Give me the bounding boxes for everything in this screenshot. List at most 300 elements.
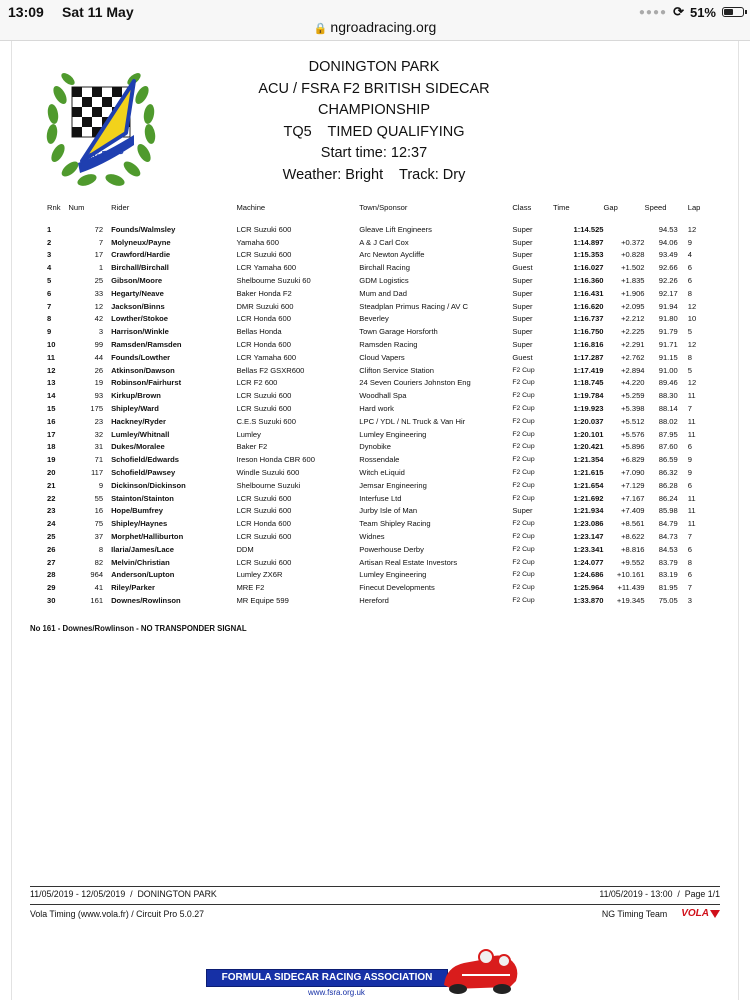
cell-class: F2 Cup: [512, 443, 535, 451]
table-row: [42, 556, 712, 569]
cell-rider: Lowther/Stokoe: [111, 314, 169, 324]
table-row: [42, 351, 712, 364]
cell-time: 1:16.620: [573, 301, 604, 311]
cell-time: 1:21.654: [573, 480, 604, 490]
table-row: [42, 223, 712, 236]
fsra-banner: [202, 941, 522, 1001]
cell-speed: 86.32: [658, 468, 678, 478]
cell-num: 3: [98, 327, 104, 337]
table-row: [42, 505, 712, 518]
cell-town-sponsor: Hereford: [359, 596, 389, 605]
cell-gap: +19.345: [616, 596, 645, 605]
cell-rider: Dickinson/Dickinson: [111, 480, 186, 490]
cell-town-sponsor: Arc Newton Aycliffe: [359, 250, 425, 260]
table-row: [42, 389, 712, 402]
cell-time: 1:33.870: [573, 596, 604, 605]
cell-lap: 9: [687, 468, 692, 478]
cell-town-sponsor: Jemsar Engineering: [359, 480, 427, 490]
col-gap: Gap: [603, 203, 618, 212]
cell-lap: 4: [687, 250, 692, 260]
date: Sat 11 May: [62, 4, 134, 20]
cell-machine: Ireson Honda CBR 600: [236, 455, 315, 465]
battery-percent: 51%: [689, 4, 716, 20]
cell-rnk: 13: [47, 378, 56, 388]
col-class: Class: [512, 203, 532, 212]
table-row: [42, 594, 712, 607]
cell-rnk: 22: [47, 493, 56, 503]
cell-time: 1:20.421: [573, 442, 604, 452]
lock-icon: 🔒: [313, 23, 328, 35]
cell-speed: 88.14: [658, 404, 678, 414]
cell-gap: +2.225: [621, 327, 645, 337]
cell-speed: 86.28: [658, 480, 678, 490]
cell-rider: Downes/Rowlinson: [111, 596, 181, 605]
footer-timing-team: NG Timing Team: [601, 908, 668, 919]
fsra-url[interactable]: www.fsra.org.uk: [308, 988, 365, 997]
cell-gap: +5.398: [621, 404, 645, 414]
cell-rider: Lumley/Whitnall: [111, 429, 170, 439]
cell-gap: [604, 223, 645, 236]
cell-lap: 12: [687, 378, 697, 388]
cell-lap: 5: [687, 365, 692, 375]
cell-class: F2 Cup: [512, 430, 535, 438]
cell-gap: +8.561: [621, 519, 645, 529]
cell-class: F2 Cup: [512, 584, 535, 592]
cell-speed: 89.46: [658, 378, 678, 388]
sidecar-icon: [440, 945, 522, 999]
cell-rnk: 29: [47, 583, 56, 593]
col-speed: Speed: [644, 203, 667, 212]
cell-machine: Yamaha 600: [236, 237, 279, 247]
cell-time: 1:24.686: [573, 570, 604, 580]
cell-time: 1:21.354: [573, 455, 604, 465]
cell-time: 1:14.525: [573, 224, 604, 234]
cell-time: 1:16.431: [573, 288, 604, 298]
cell-time: 1:23.147: [573, 532, 604, 542]
cell-time: 1:20.101: [573, 429, 604, 439]
cell-time: 1:19.784: [573, 391, 604, 401]
cell-rnk: 21: [47, 480, 56, 490]
cell-machine: LCR Suzuki 600: [236, 532, 292, 542]
cell-class: F2 Cup: [512, 597, 535, 604]
cell-town-sponsor: Dynobike: [359, 442, 391, 452]
cell-speed: 93.49: [658, 250, 678, 260]
cell-town-sponsor: Woodhall Spa: [359, 391, 407, 401]
cell-class: F2 Cup: [512, 456, 535, 464]
cell-machine: MRE F2: [236, 583, 265, 593]
cell-time: 1:23.341: [573, 544, 604, 554]
cell-rider: Founds/Walmsley: [111, 224, 176, 234]
cell-num: 161: [90, 596, 104, 605]
cell-rnk: 17: [47, 429, 56, 439]
cell-time: 1:21.934: [573, 506, 604, 516]
cell-class: Guest: [512, 263, 533, 273]
cell-rider: Robinson/Fairhurst: [111, 378, 182, 388]
cell-town-sponsor: Lumley Engineering: [359, 429, 427, 439]
cell-num: 72: [94, 224, 104, 234]
cell-class: F2 Cup: [512, 366, 535, 374]
cell-lap: 6: [687, 570, 692, 580]
cell-speed: 91.79: [658, 327, 678, 337]
cell-gap: +2.095: [621, 301, 645, 311]
cell-num: 93: [94, 391, 104, 401]
cell-time: 1:16.027: [573, 263, 604, 273]
cell-time: 1:17.419: [573, 365, 604, 375]
cell-num: 41: [94, 583, 104, 593]
cell-town-sponsor: LPC / YDL / NL Truck & Van Hir: [359, 416, 466, 426]
cell-speed: 87.95: [658, 429, 678, 439]
cell-gap: +7.090: [621, 468, 645, 478]
cell-machine: DDM: [236, 544, 254, 554]
cell-rnk: 16: [47, 416, 56, 426]
cell-class: F2 Cup: [512, 405, 535, 413]
cell-num: 964: [90, 570, 104, 580]
cell-speed: 81.95: [658, 583, 678, 593]
cell-rider: Riley/Parker: [111, 583, 155, 593]
cell-machine: Shelbourne Suzuki: [236, 480, 301, 490]
cell-rnk: 23: [47, 506, 56, 516]
cell-town-sponsor: Finecut Developments: [359, 583, 435, 593]
table-row: [42, 249, 712, 262]
cell-time: 1:14.897: [573, 237, 604, 247]
screen-rotation-lock-icon: ⟳: [673, 4, 684, 19]
cell-machine: LCR Suzuki 600: [236, 250, 292, 260]
cell-machine: LCR Honda 600: [236, 314, 291, 324]
cell-lap: 6: [687, 276, 692, 286]
cell-num: 33: [94, 288, 104, 298]
event-venue: DONINGTON PARK: [308, 59, 440, 75]
cell-lap: 6: [687, 442, 692, 452]
cell-rnk: 5: [47, 276, 52, 286]
col-time: Time: [552, 203, 570, 212]
url-text: ngroadracing.org: [330, 19, 437, 35]
vola-logo: [681, 908, 720, 919]
cell-speed: 94.53: [658, 224, 678, 234]
cell-machine: LCR Suzuki 600: [236, 404, 292, 414]
cell-num: 175: [90, 404, 104, 414]
cell-town-sponsor: GDM Logistics: [359, 276, 409, 286]
cell-town-sponsor: Ramsden Racing: [359, 340, 418, 350]
col-num: Num: [68, 203, 85, 212]
cell-time: 1:20.037: [573, 416, 604, 426]
cell-town-sponsor: Mum and Dad: [359, 288, 407, 298]
cell-rnk: 30: [47, 596, 56, 605]
cell-machine: MR Equipe 599: [236, 596, 289, 605]
cell-lap: 8: [687, 557, 692, 567]
cell-rnk: 10: [47, 340, 56, 350]
cell-class: Super: [512, 340, 533, 350]
cell-rnk: 3: [47, 250, 52, 260]
cell-machine: LCR F2 600: [236, 378, 278, 388]
cell-rnk: 25: [47, 532, 56, 542]
cell-speed: 88.02: [658, 416, 678, 426]
cell-rnk: 24: [47, 519, 56, 529]
cell-speed: 92.17: [658, 288, 678, 298]
status-bar: [0, 0, 750, 41]
footer-row-2: [30, 908, 720, 919]
cell-speed: 91.15: [658, 352, 678, 362]
event-championship: ACU / FSRA F2 BRITISH SIDECAR: [258, 80, 490, 97]
cell-class: Super: [512, 314, 533, 324]
cell-lap: 12: [687, 340, 697, 350]
cell-speed: 83.19: [658, 570, 678, 580]
cell-num: 75: [94, 519, 104, 529]
table-row: [42, 402, 712, 415]
cell-machine: Lumley ZX6R: [236, 570, 283, 580]
cell-num: 25: [94, 276, 104, 286]
table-row: [42, 261, 712, 274]
cell-gap: +8.622: [621, 532, 645, 542]
cell-rider: Anderson/Lupton: [111, 570, 175, 580]
event-championship-cont: CHAMPIONSHIP: [318, 102, 430, 118]
cell-rider: Schofield/Pawsey: [111, 468, 176, 478]
cell-rider: Kirkup/Brown: [111, 391, 161, 401]
footer-timing-team-group: [602, 908, 720, 919]
cell-rider: Jackson/Binns: [111, 301, 165, 311]
cell-class: F2 Cup: [512, 520, 535, 528]
cell-class: Super: [512, 288, 533, 298]
cell-speed: 94.06: [658, 237, 678, 247]
cell-rnk: 20: [47, 468, 56, 478]
cell-speed: 91.80: [658, 314, 678, 324]
cell-town-sponsor: Steadplan Primus Racing / AV C: [359, 301, 469, 311]
col-rider: Rider: [111, 203, 130, 212]
cell-machine: LCR Honda 600: [236, 519, 291, 529]
cell-class: Guest: [512, 352, 533, 362]
cell-time: 1:16.816: [573, 340, 604, 350]
cell-town-sponsor: Rossendale: [359, 455, 400, 465]
cell-rnk: 15: [47, 404, 56, 414]
cell-gap: +2.212: [621, 314, 645, 324]
table-row: [42, 517, 712, 530]
cell-gap: +7.129: [621, 480, 645, 490]
cell-town-sponsor: Powerhouse Derby: [359, 544, 424, 554]
table-row: [42, 581, 712, 594]
cell-speed: 75.05: [658, 596, 678, 605]
footer-divider-bottom: [30, 904, 720, 905]
col-town-sponsor: Town/Sponsor: [359, 203, 408, 212]
table-row: [42, 287, 712, 300]
cell-machine: LCR Suzuki 600: [236, 391, 292, 401]
table-header-row: [42, 203, 712, 217]
cell-num: 23: [94, 416, 104, 426]
cell-lap: 9: [687, 237, 692, 247]
cell-speed: 92.26: [658, 276, 678, 286]
cell-class: Super: [512, 276, 533, 286]
vola-triangle-icon: [710, 910, 720, 918]
table-row: [42, 338, 712, 351]
cell-rnk: 14: [47, 391, 56, 401]
table-row: [42, 466, 712, 479]
cell-rider: Shipley/Ward: [111, 404, 159, 414]
cell-num: 1: [98, 263, 104, 273]
cell-class: Super: [512, 224, 533, 234]
cell-speed: 91.00: [658, 365, 678, 375]
cell-town-sponsor: Cloud Vapers: [359, 352, 405, 362]
clock: 13:09: [8, 4, 44, 20]
cell-num: 17: [94, 250, 104, 260]
table-row: [42, 492, 712, 505]
cell-class: Super: [512, 301, 533, 311]
cell-machine: LCR Yamaha 600: [236, 263, 297, 273]
cell-rnk: 19: [47, 455, 56, 465]
cell-gap: +5.896: [621, 442, 645, 452]
cell-machine: Bellas F2 GSXR600: [236, 365, 305, 375]
cell-machine: C.E.S Suzuki 600: [236, 416, 296, 426]
cell-gap: +5.259: [621, 391, 645, 401]
cell-time: 1:15.353: [573, 250, 604, 260]
cell-lap: 3: [687, 596, 692, 605]
cell-time: 1:24.077: [573, 557, 604, 567]
cell-time: 1:21.692: [573, 493, 604, 503]
cell-rider: Harrison/Winkle: [111, 327, 169, 337]
cell-gap: +7.167: [621, 493, 645, 503]
cell-gap: +1.835: [621, 276, 645, 286]
cell-lap: 11: [687, 391, 696, 401]
cell-time: 1:23.086: [573, 519, 604, 529]
cell-class: Super: [512, 327, 533, 337]
cell-town-sponsor: 24 Seven Couriers Johnston Eng: [359, 378, 471, 388]
cell-town-sponsor: A & J Carl Cox: [359, 237, 409, 247]
status-icons: [639, 4, 744, 20]
cell-num: 42: [94, 314, 104, 324]
cell-num: 19: [94, 378, 104, 388]
cell-rnk: 18: [47, 442, 56, 452]
vola-logo-text: VOLA: [681, 908, 709, 919]
ngrrc-logo: [42, 59, 160, 195]
cell-rider: Atkinson/Dawson: [111, 365, 175, 375]
cell-gap: +5.576: [621, 429, 645, 439]
cell-gap: +0.372: [621, 237, 645, 247]
cell-rider: Morphet/Halliburton: [111, 532, 184, 542]
cell-speed: 84.73: [658, 532, 678, 542]
cell-town-sponsor: Hard work: [359, 404, 394, 414]
cell-machine: LCR Suzuki 600: [236, 224, 292, 234]
cell-rider: Hackney/Ryder: [111, 416, 166, 426]
cell-rnk: 7: [47, 301, 52, 311]
table-row: [42, 428, 712, 441]
address-bar[interactable]: [0, 19, 750, 35]
footer-divider-top: [30, 886, 720, 887]
cell-num: 32: [94, 429, 104, 439]
cell-num: 7: [98, 237, 104, 247]
event-header: [174, 57, 574, 186]
cell-machine: Lumley: [236, 429, 261, 439]
cell-class: F2 Cup: [512, 571, 535, 579]
table-row: [42, 364, 712, 377]
table-row: [42, 530, 712, 543]
col-lap: Lap: [687, 203, 701, 212]
cell-gap: +11.439: [617, 583, 645, 593]
cell-rider: Founds/Lowther: [111, 352, 171, 362]
cell-rider: Gibson/Moore: [111, 276, 163, 286]
cell-lap: 11: [687, 493, 696, 503]
table-row: [42, 441, 712, 454]
cell-gap: +2.291: [621, 340, 645, 350]
cell-class: F2 Cup: [512, 533, 535, 541]
cell-lap: 8: [687, 288, 692, 298]
signal-dots-icon: ●●●●: [638, 6, 668, 18]
battery-icon: [722, 7, 744, 17]
logo-text: N.G.R.R.C: [85, 146, 125, 161]
cell-time: 1:25.964: [573, 583, 604, 593]
col-rnk: Rnk: [47, 203, 61, 212]
cell-town-sponsor: Gleave Lift Engineers: [359, 224, 432, 234]
cell-lap: 11: [687, 519, 696, 529]
cell-machine: Windle Suzuki 600: [236, 468, 300, 478]
cell-lap: 12: [687, 224, 697, 234]
cell-rnk: 11: [47, 352, 56, 362]
cell-num: 26: [94, 365, 104, 375]
cell-num: 8: [98, 544, 104, 554]
footer-event-dates: 11/05/2019 - 12/05/2019 / DONINGTON PARK: [30, 889, 217, 899]
cell-class: F2 Cup: [512, 494, 535, 502]
table-row: [42, 274, 712, 287]
cell-time: 1:19.923: [573, 404, 604, 414]
fsra-name: FORMULA SIDECAR RACING ASSOCIATION: [206, 969, 448, 987]
cell-rnk: 9: [47, 327, 52, 337]
cell-gap: +6.829: [621, 455, 645, 465]
cell-machine: DMR Suzuki 600: [236, 301, 294, 311]
results-body: [42, 217, 712, 607]
cell-speed: 88.30: [658, 391, 678, 401]
cell-gap: +7.409: [621, 506, 645, 516]
table-row: [42, 325, 712, 338]
cell-class: Super: [512, 506, 533, 516]
table-row: [42, 543, 712, 556]
cell-gap: +4.220: [621, 378, 645, 388]
cell-town-sponsor: Widnes: [359, 532, 385, 542]
cell-class: F2 Cup: [512, 379, 535, 387]
cell-num: 82: [94, 557, 104, 567]
cell-rnk: 27: [47, 557, 56, 567]
cell-num: 44: [94, 352, 104, 362]
cell-rider: Hegarty/Neave: [111, 288, 164, 298]
cell-lap: 11: [687, 416, 696, 426]
cell-town-sponsor: Team Shipley Racing: [359, 519, 431, 529]
cell-lap: 6: [687, 480, 692, 490]
table-row: [42, 300, 712, 313]
cell-lap: 7: [687, 532, 692, 542]
cell-class: F2 Cup: [512, 481, 535, 489]
cell-gap: +2.762: [621, 352, 645, 362]
cell-speed: 85.98: [658, 506, 678, 516]
table-row: [42, 236, 712, 249]
transponder-note: No 161 - Downes/Rowlinson - NO TRANSPONDER SIGNAL: [30, 624, 247, 633]
cell-town-sponsor: Beverley: [359, 314, 389, 324]
cell-time: 1:21.615: [573, 468, 604, 478]
cell-machine: LCR Yamaha 600: [236, 352, 297, 362]
cell-speed: 86.59: [658, 455, 678, 465]
cell-rider: Stainton/Stainton: [111, 493, 174, 503]
cell-num: 99: [94, 340, 104, 350]
cell-lap: 9: [687, 455, 692, 465]
cell-rider: Melvin/Christian: [111, 557, 170, 567]
cell-rider: Hope/Bumfrey: [111, 506, 163, 516]
cell-machine: LCR Suzuki 600: [236, 493, 292, 503]
cell-speed: 84.79: [658, 519, 678, 529]
col-machine: Machine: [236, 203, 266, 212]
cell-rnk: 26: [47, 544, 56, 554]
table-row: [42, 415, 712, 428]
cell-rnk: 4: [47, 263, 52, 273]
results-page: [12, 41, 738, 1000]
cell-machine: LCR Suzuki 600: [236, 557, 292, 567]
cell-rnk: 12: [47, 365, 56, 375]
cell-machine: Baker F2: [236, 442, 268, 452]
cell-rnk: 1: [47, 224, 52, 234]
cell-rnk: 2: [47, 237, 52, 247]
